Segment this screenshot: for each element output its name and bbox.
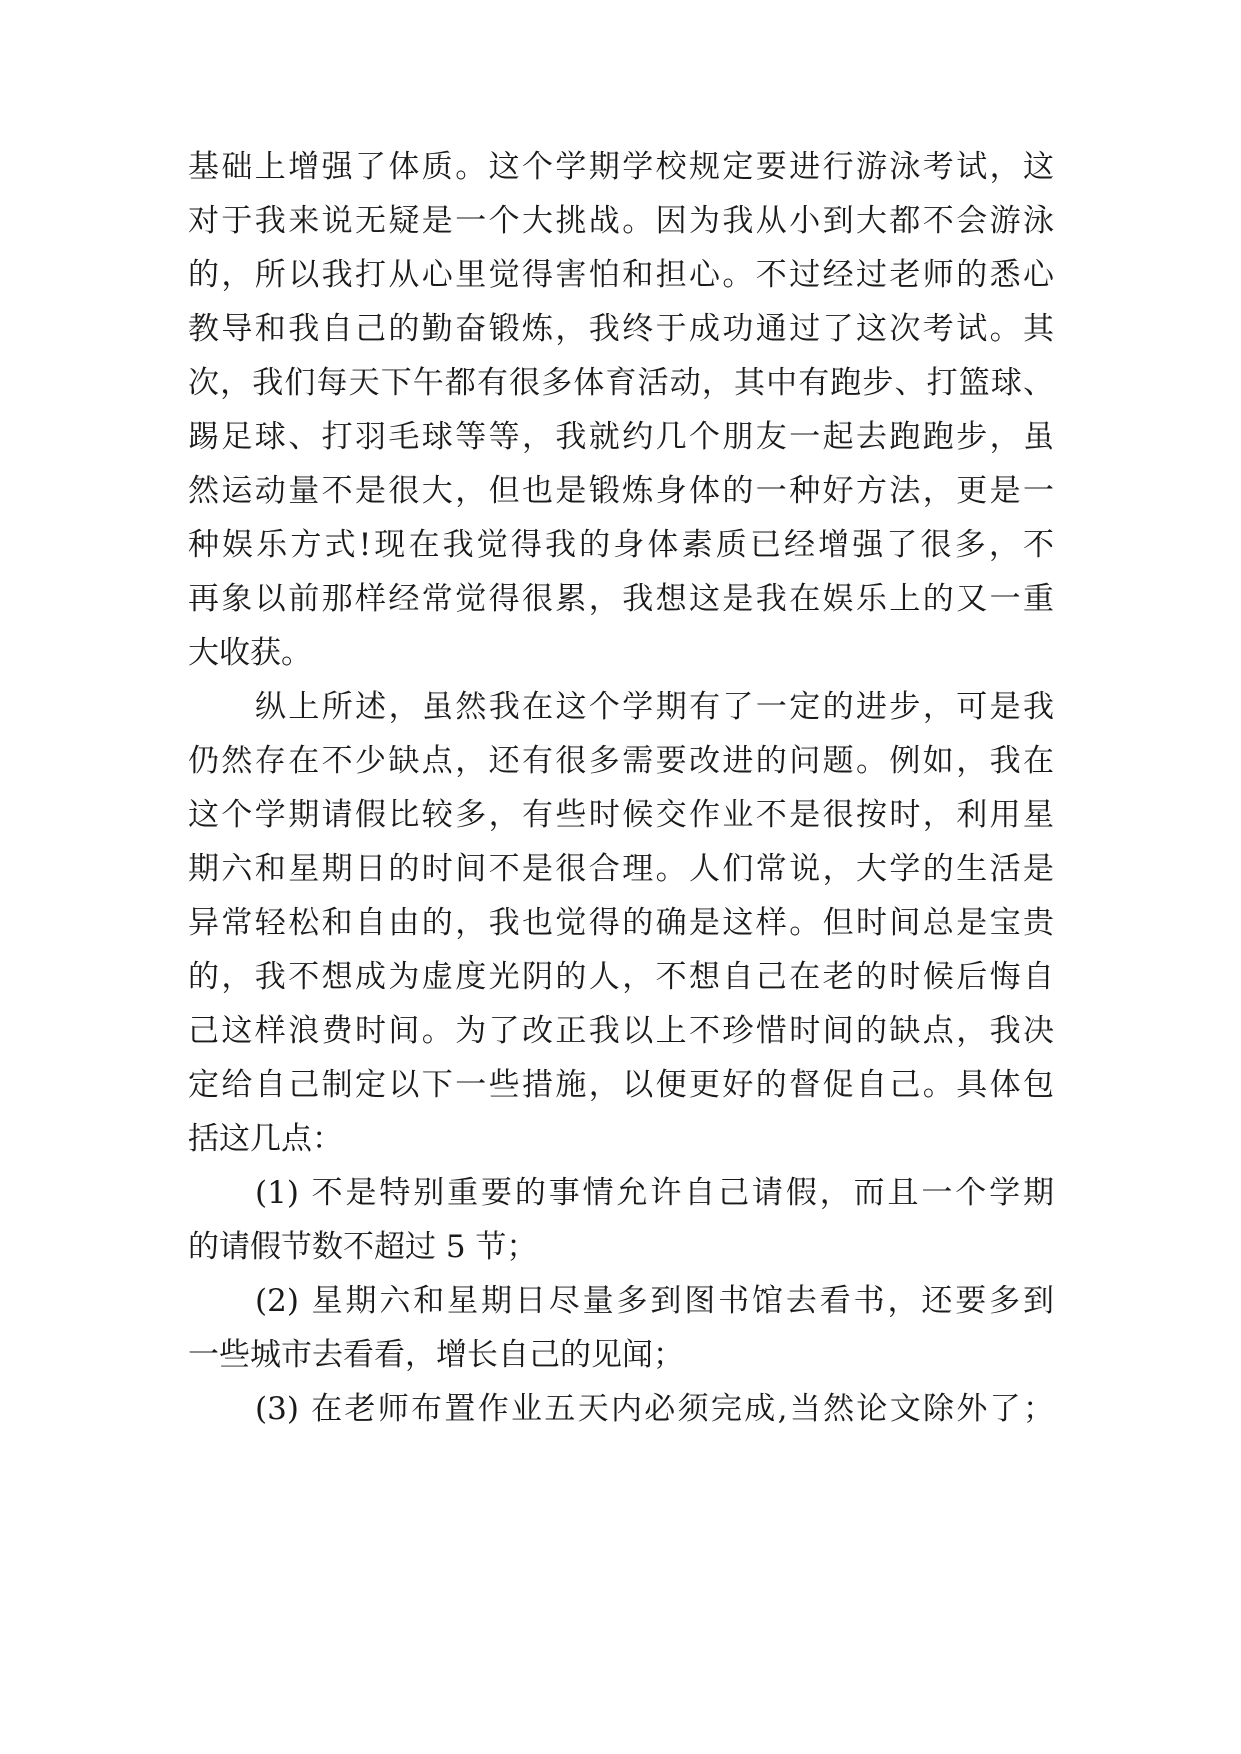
paragraph-start-line: 纵上所述，虽然我在这个学期有了一定的进步，可是我	[255, 689, 1054, 725]
text-line-10: 大收获。	[188, 635, 312, 671]
text-line-7: 然运动量不是很大，但也是锻炼身体的一种好方法，更是一	[188, 473, 1054, 509]
text-line-14: 期六和星期日的时间不是很合理。人们常说，大学的生活是	[188, 851, 1054, 887]
text-line-1: 基础上增强了体质。这个学期学校规定要进行游泳考试，这	[188, 149, 1054, 185]
text-line-5: 次，我们每天下午都有很多体育活动，其中有跑步、打篮球、	[188, 365, 1054, 401]
text-line-18: 定给自己制定以下一些措施，以便更好的督促自己。具体包	[188, 1067, 1054, 1103]
text-line-19: 括这几点：	[188, 1121, 343, 1157]
text-line-9: 再象以前那样经常觉得很累，我想这是我在娱乐上的又一重	[188, 581, 1054, 617]
text-line-16: 的，我不想成为虚度光阴的人，不想自己在老的时候后悔自	[188, 959, 1054, 995]
list-item-2-line-2: 一些城市去看看，增长自己的见闻；	[188, 1337, 684, 1373]
list-item-2-line-1: (2) 星期六和星期日尽量多到图书馆去看书，还要多到	[255, 1283, 1054, 1319]
text-line-15: 异常轻松和自由的，我也觉得的确是这样。但时间总是宝贵	[188, 905, 1054, 941]
list-item-3-line-1: (3) 在老师布置作业五天内必须完成,当然论文除外了；	[255, 1391, 1054, 1427]
list-item-1-line-1: (1) 不是特别重要的事情允许自己请假，而且一个学期	[255, 1175, 1054, 1211]
text-line-17: 己这样浪费时间。为了改正我以上不珍惜时间的缺点，我决	[188, 1013, 1054, 1049]
text-line-3: 的，所以我打从心里觉得害怕和担心。不过经过老师的悉心	[188, 257, 1054, 293]
text-line-13: 这个学期请假比较多，有些时候交作业不是很按时，利用星	[188, 797, 1054, 833]
text-line-6: 踢足球、打羽毛球等等，我就约几个朋友一起去跑跑步，虽	[188, 419, 1054, 455]
text-line-8: 种娱乐方式!现在我觉得我的身体素质已经增强了很多，不	[188, 527, 1054, 563]
list-item-1-line-2: 的请假节数不超过 5 节；	[188, 1229, 538, 1265]
text-line-2: 对于我来说无疑是一个大挑战。因为我从小到大都不会游泳	[188, 203, 1054, 239]
text-line-4: 教导和我自己的勤奋锻炼，我终于成功通过了这次考试。其	[188, 311, 1054, 347]
text-line-12: 仍然存在不少缺点，还有很多需要改进的问题。例如，我在	[188, 743, 1054, 779]
